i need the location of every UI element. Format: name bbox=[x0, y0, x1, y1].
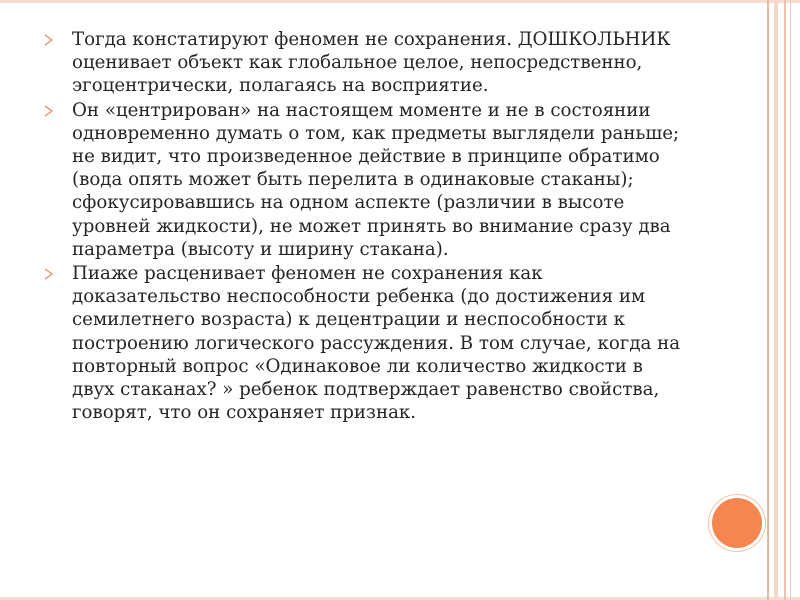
diamond-bullet-icon bbox=[44, 99, 56, 122]
right-border-line bbox=[774, 0, 778, 600]
bullet-item bbox=[44, 99, 684, 261]
diamond-bullet-icon bbox=[44, 262, 56, 285]
bullet-text: Он «центрирован» на настоящем моменте и не в состоянии одновременно думать о том, как предметы выглядели раньше; не видит, что произведенное действие в принципе обратимо (вода опять может быть перелита в одинаковые стаканы); сфокусировавшись на одном аспекте (различии в высоте уровней жидкости), не может принять во внимание сразу два параметра (высоту и ширину стакана). bbox=[72, 99, 680, 260]
decorative-circle bbox=[712, 498, 762, 548]
bullet-text: Пиаже расценивает феномен не сохранения как доказательство неспособности ребенка (до достижения им семилетнего возраста) к децентрации и неспособности к построению логического рассуждения. В том случае, когда на повторный вопрос «Одинаковое ли количество жидкости в двух стаканах? » ребенок подтверждает равенство свойства, говорят, что он сохраняет признак. bbox=[72, 263, 681, 424]
right-border-line bbox=[790, 0, 791, 600]
bullet-item bbox=[44, 262, 684, 424]
diamond-bullet-icon bbox=[44, 28, 56, 51]
top-border bbox=[0, 0, 800, 3]
right-border-line bbox=[784, 0, 786, 600]
right-border-line bbox=[767, 0, 769, 600]
bullet-list bbox=[44, 28, 684, 425]
bullet-text: Тогда констатируют феномен не сохранения. ДОШКОЛЬНИК оценивает объект как глобальное целое, непосредственно, эгоцентрически, полагаясь на восприятие. bbox=[72, 29, 671, 97]
bullet-item bbox=[44, 28, 684, 98]
